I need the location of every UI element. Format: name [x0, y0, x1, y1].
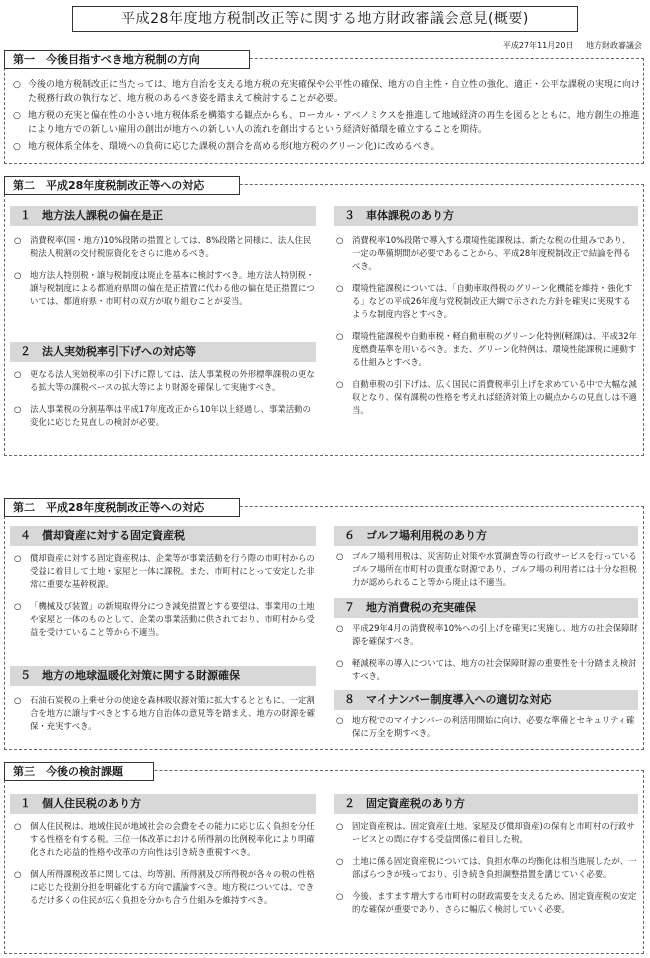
section-2a-heading: 第二 平成28年度税制改正等への対応: [4, 176, 240, 195]
subsection-item: ○ 環境性能課税については、「自動車取得税のグリーン化機能を維持・強化する」などの平成26年度与党税制改正大綱で示された方針を確実に実現するような制度内容とすべき。: [336, 283, 633, 319]
subsection-item: ○ 個人所得課税改革に関しては、均等割、所得割及び所得税が各々の税の性格に応じた役割分担を明確化する方向で議論すべき。地方税については、できるだけ多くの住民が広く負担を分かち合う仕組みを維持すべき。: [14, 869, 315, 905]
subsection-1-list: [12, 234, 318, 317]
bullet-circle-icon: ○: [336, 551, 344, 561]
bullet-circle-icon: ○: [336, 658, 344, 668]
section-1-item: ○ 今後の地方税制改正に当たっては、地方自治を支える地方税の充実確保や公平性の確保、地方の自主性・自立性の強化、適正・公平な課税の実現に向けた税務行政の執行など、地方税のあるべき姿を踏まえて検討することが必要。: [13, 80, 641, 104]
bullet-circle-icon: ○: [14, 695, 22, 705]
document-meta: [493, 40, 642, 51]
bullet-circle-icon: ○: [13, 142, 21, 152]
subsection-8-heading: ８ マイナンバー制度導入への適切な対応: [334, 690, 638, 710]
bullet-circle-icon: ○: [336, 379, 344, 389]
subsection-8-list: [334, 714, 638, 749]
subsection-p1-heading: １ 個人住民税のあり方: [10, 794, 316, 814]
bullet-circle-icon: ○: [14, 404, 22, 414]
bullet-circle-icon: ○: [336, 623, 344, 633]
subsection-7-heading: ７ 地方消費税の充実確保: [334, 598, 638, 618]
subsection-7-list: [334, 622, 638, 692]
subsection-item: ○ 償却資産に対する固定資産税は、企業等が事業活動を行う際の市町村からの受益に着目して土地・家屋と一体に課税。また、市町村にとって安定した非常に重要な基幹税源。: [14, 553, 315, 589]
subsection-item: ○ 今後、ますます増大する市町村の財政需要を支えるため、固定資産税の安定的な確保が重要であり、さらに幅広く検討していく必要。: [336, 891, 637, 914]
bullet-circle-icon: ○: [14, 821, 22, 831]
subsection-6-heading: ６ ゴルフ場利用税のあり方: [334, 526, 638, 546]
subsection-2-heading: ２ 法人実効税率引下げへの対応等: [10, 342, 316, 362]
subsection-item: ○ 法人事業税の分割基準は平成17年度改正から10年以上経過し、事業活動の変化に応じた見直しの検討が必要。: [14, 404, 311, 427]
section-1-item: ○ 地方税の充実と偏在性の小さい地方税体系を構築する観点からも、ローカル・アベノミクスを推進して地域経済の再生を図るとともに、地方創生の推進により地方での新しい雇用の創出が地方への新しい人の流れを創出するという経済好循環を確立することを期待。: [13, 111, 640, 135]
subsection-item: ○ 消費税率(国・地方)10%段階の措置としては、8%段階と同様に、法人住民税法人税割の交付税原資化をさらに進めるべき。: [14, 235, 312, 258]
subsection-item: ○ 平成29年4月の消費税率10%への引上げを確実に実施し、地方の社会保障財源を確保すべき。: [336, 623, 638, 646]
subsection-item: ○ 固定資産税は、固定資産(土地、家屋及び償却資産)の保有と市町村の行政サービスとの間に存する受益関係に着目した税。: [336, 821, 635, 844]
bullet-circle-icon: ○: [14, 369, 22, 379]
bullet-circle-icon: ○: [336, 891, 344, 901]
bullet-circle-icon: ○: [14, 553, 22, 563]
subsection-5-list: [12, 694, 318, 742]
subsection-item: ○ 消費税率10%段階で導入する環境性能課税は、新たな税の仕組みであり、一定の準備期間が必要であることから、平成28年度税制改正で結論を得るべき。: [336, 235, 631, 271]
bullet-circle-icon: ○: [13, 111, 21, 121]
subsection-4-list: [12, 552, 318, 648]
subsection-item: ○ 「機械及び装置」の新規取得分につき減免措置とする要望は、事業用の土地や家屋と一体のものとして、企業の事業活動に供されており、市町村から受益を受けていること等から不適当。: [14, 601, 315, 637]
subsection-p2-list: [334, 820, 638, 925]
section-1-list: [10, 78, 640, 157]
bullet-circle-icon: ○: [336, 331, 344, 341]
subsection-item: ○ 土地に係る固定資産税については、負担水準の均衡化は相当進展したが、一部ばらつきが残っており、引き続き負担調整措置を講じていく必要。: [336, 856, 637, 879]
bullet-circle-icon: ○: [336, 235, 344, 245]
document-org: 地方財政審議会: [586, 41, 642, 50]
bullet-circle-icon: ○: [14, 235, 22, 245]
bullet-circle-icon: ○: [14, 270, 22, 280]
subsection-item: ○ 個人住民税は、地域住民が地域社会の会費をその能力に応じ広く負担を分任する性格を有する税。三位一体改革における所得割の比例税率化により明確化された応益的性格や改革の方向性は引き続き重視すべき。: [14, 821, 315, 857]
subsection-p2-heading: ２ 固定資産税のあり方: [334, 794, 638, 814]
bullet-circle-icon: ○: [336, 856, 344, 866]
bullet-circle-icon: ○: [336, 283, 344, 293]
subsection-item: ○ ゴルフ場利用税は、災害防止対策や水質調査等の行政サービスを行っているゴルフ場所在市町村の貴重な財源であり、ゴルフ場の利用者には十分な担税力が認められること等から廃止は不適当。: [336, 551, 637, 587]
subsection-p1-list: [12, 820, 318, 916]
section-1-item: ○ 地方税体系全体を、環境への負荷に応じた課税の割合を高める形(地方税のグリーン化)に改めるべき。: [13, 142, 440, 152]
subsection-4-heading: ４ 償却資産に対する固定資産税: [10, 526, 316, 546]
document-title: 平成28年度地方税制改正等に関する地方財政審議会意見(概要): [72, 6, 578, 32]
subsection-item: ○ 地方法人特別税・譲与税制度は廃止を基本に検討すべき。地方法人特別税・譲与税制度による都道府県間の偏在是正措置に代わる他の偏在是正措置については、都道府県・市町村の双方が取り組むことが妥当。: [14, 270, 315, 306]
subsection-item: ○ 更なる法人実効税率の引下げに際しては、法人事業税の外形標準課税の更なる拡大等の課税ベースの拡大等により財源を確保して実施すべき。: [14, 369, 315, 392]
subsection-1-heading: １ 地方法人課税の偏在是正: [10, 206, 316, 226]
subsection-5-heading: ５ 地方の地球温暖化対策に関する財源確保: [10, 666, 316, 686]
subsection-item: ○ 軽減税率の導入については、地方の社会保障財源の重要性を十分踏まえ検討すべき。: [336, 658, 637, 681]
bullet-circle-icon: ○: [14, 601, 22, 611]
bullet-circle-icon: ○: [14, 869, 22, 879]
subsection-item: ○ 地方税でのマイナンバーの利活用開始に向け、必要な準備とセキュリティ確保に万全を期すべき。: [336, 715, 635, 738]
bullet-circle-icon: ○: [13, 80, 21, 90]
subsection-3-heading: ３ 車体課税のあり方: [334, 206, 638, 226]
document-date: 平成27年11月20日: [502, 41, 574, 50]
subsection-item: ○ 環境性能課税や自動車税・軽自動車税のグリーン化特例(軽課)は、平成32年度燃費基準を用いるべき。また、グリーン化特例は、環境性能課税に連動する仕組みとすべき。: [336, 331, 638, 367]
section-2b-heading: 第二 平成28年度税制改正等への対応: [4, 498, 240, 517]
subsection-6-list: [334, 550, 638, 598]
section-3-heading: 第三 今後の検討課題: [4, 762, 154, 781]
bullet-circle-icon: ○: [336, 821, 344, 831]
subsection-3-list: [334, 234, 638, 426]
bullet-circle-icon: ○: [336, 715, 344, 725]
section-1-heading: 第一 今後目指すべき地方税制の方向: [4, 50, 250, 69]
subsection-2-list: [12, 368, 318, 438]
subsection-item: ○ 自動車税の引下げは、広く国民に消費税率引上げを求めている中で大幅な減収となり、保有課税の性格を考えれば経済対策上の観点からの見直しは不適当。: [336, 379, 637, 415]
subsection-item: ○ 石油石炭税の上乗せ分の使途を森林吸収源対策に拡大するとともに、一定割合を地方に譲与すべきとする地方自治体の意見等を踏まえ、地方の財源を確保・充実すべき。: [14, 695, 316, 731]
